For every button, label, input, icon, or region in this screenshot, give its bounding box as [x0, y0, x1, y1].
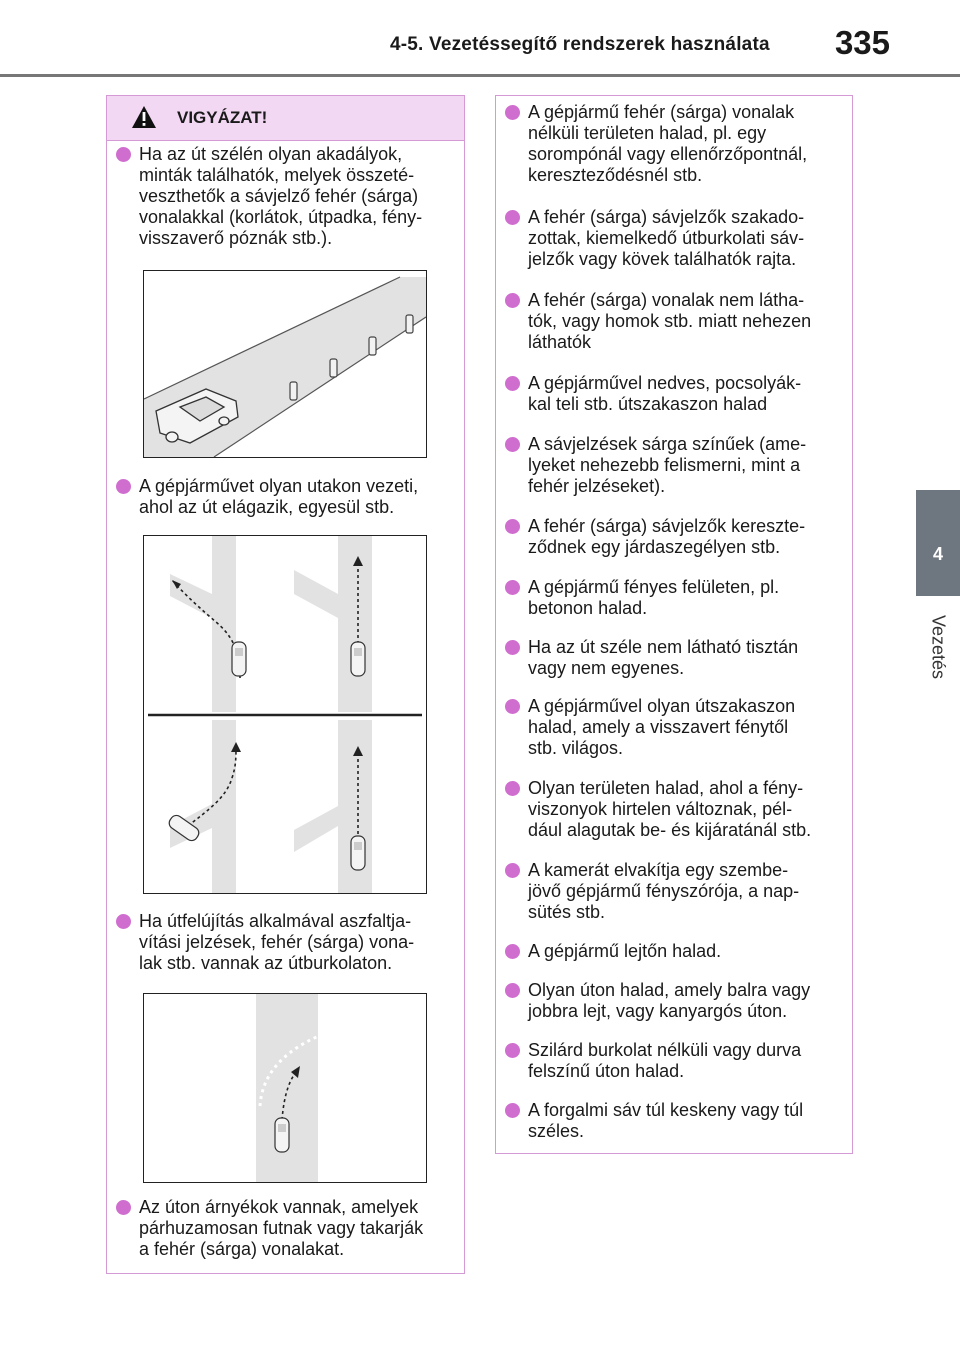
car-icon [275, 1118, 289, 1152]
warning-title: VIGYÁZAT! [177, 108, 268, 127]
warning-panel-right [495, 95, 853, 1154]
warning-header [107, 96, 464, 141]
list-item: A sávjelzések sárga színűek (ame- lyeket nehezebb felismerni, mint a fehér jelzéseket). [505, 434, 850, 497]
bullet-dot [505, 1043, 520, 1058]
bullet-dot [116, 1200, 131, 1215]
bullet-dot [505, 781, 520, 796]
chapter-tab [916, 490, 960, 596]
list-item: Olyan területen halad, ahol a fény- viszonyok hirtelen változnak, pél- dául alagutak be- és kijáratánál stb. [505, 778, 850, 841]
car-icon [351, 642, 365, 676]
car-icon [232, 642, 246, 676]
bullet-dot [505, 1103, 520, 1118]
list-item: Olyan úton halad, amely balra vagy jobbra lejt, vagy kanyargós úton. [505, 980, 850, 1022]
chapter-label: Vezetés [928, 614, 949, 680]
bullet-dot [116, 147, 131, 162]
list-item: A gépjárművet olyan utakon vezeti, ahol az út elágazik, egyesül stb. [116, 476, 461, 518]
bullet-dot [505, 863, 520, 878]
bullet-dot [505, 580, 520, 595]
header-divider [0, 74, 960, 77]
bullet-dot [116, 479, 131, 494]
figure-road-repair-marks [143, 993, 427, 1183]
list-item: Az úton árnyékok vannak, amelyek párhuzamosan futnak vagy takarják a fehér (sárga) vonalakat. [116, 1197, 461, 1260]
bullet-dot [505, 293, 520, 308]
section-title: 4-5. Vezetéssegítő rendszerek használata [390, 34, 770, 55]
page-number: 335 [834, 24, 890, 61]
chapter-number: 4 [932, 544, 943, 564]
figure-road-branching [143, 535, 427, 894]
list-item: A gépjármű lejtőn halad. [505, 941, 850, 962]
list-item: Ha az út szélén olyan akadályok, minták találhatók, melyek összeté- veszthetők a sávjelző fehér (sárga) vonalakkal (korlátok, útpadka, fény- visszaverő póznák stb.). [116, 144, 461, 249]
bullet-dot [505, 376, 520, 391]
list-item: Szilárd burkolat nélküli vagy durva felszínű úton halad. [505, 1040, 850, 1082]
list-item: A gépjárművel olyan útszakaszon halad, amely a visszavert fénytől stb. világos. [505, 696, 850, 759]
bullet-dot [505, 210, 520, 225]
list-item: Ha az út széle nem látható tisztán vagy nem egyenes. [505, 637, 850, 679]
bullet-dot [116, 914, 131, 929]
bullet-dot [505, 519, 520, 534]
bullet-dot [505, 699, 520, 714]
list-item: A fehér (sárga) vonalak nem látha- tók, vagy homok stb. miatt nehezen láthatók [505, 290, 850, 353]
list-item: A gépjármű fényes felületen, pl. betonon halad. [505, 577, 850, 619]
bullet-dot [505, 944, 520, 959]
list-item: A fehér (sárga) sávjelzők kereszte- ződnek egy járdaszegélyen stb. [505, 516, 850, 558]
bullet-dot [505, 640, 520, 655]
car-icon [351, 836, 365, 870]
warning-triangle-icon [131, 105, 157, 129]
list-item: A gépjármű fehér (sárga) vonalak nélküli területen halad, pl. egy sorompónál vagy ellenőrzőpontnál, kereszteződésnél stb. [505, 102, 850, 186]
list-item: A forgalmi sáv túl keskeny vagy túl széles. [505, 1100, 850, 1142]
bullet-dot [505, 983, 520, 998]
list-item: A kamerát elvakítja egy szembe- jövő gépjármű fényszórója, a nap- sütés stb. [505, 860, 850, 923]
list-item: A fehér (sárga) sávjelzők szakado- zottak, kiemelkedő útburkolati sáv- jelzők vagy kövek találhatók rajta. [505, 207, 850, 270]
figure-roadside-posts [143, 270, 427, 458]
bullet-dot [505, 105, 520, 120]
list-item: Ha útfelújítás alkalmával aszfaltja- vítási jelzések, fehér (sárga) vona- lak stb. vannak az útburkolaton. [116, 911, 461, 974]
bullet-dot [505, 437, 520, 452]
list-item: A gépjárművel nedves, pocsolyák- kal teli stb. útszakaszon halad [505, 373, 850, 415]
warning-panel-left [106, 95, 465, 1274]
